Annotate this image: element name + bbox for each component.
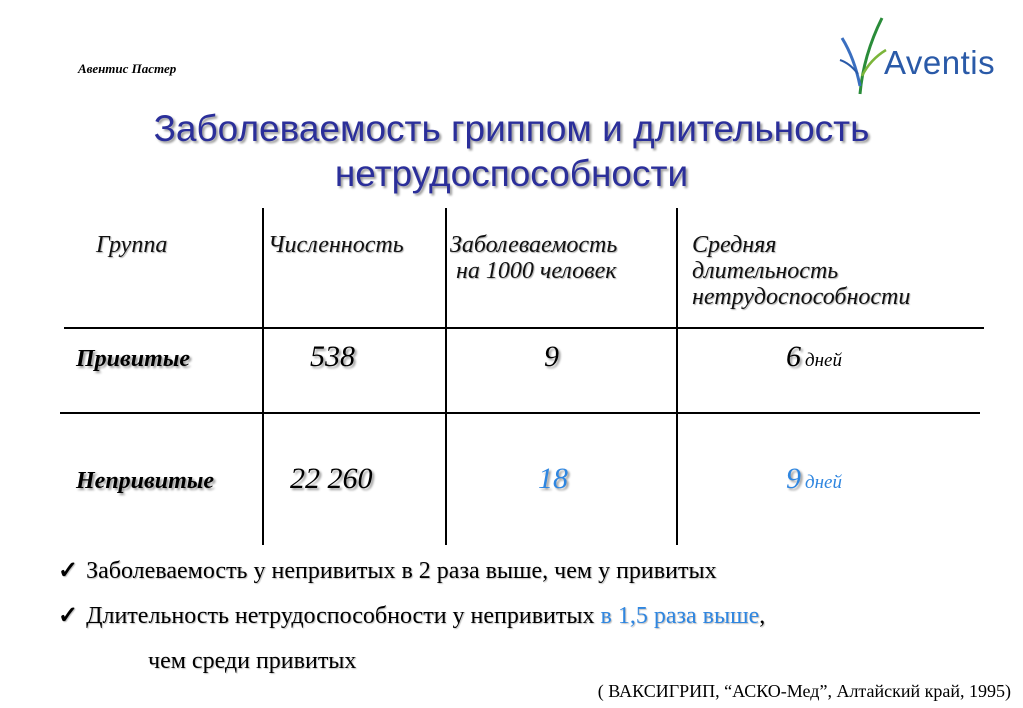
page-title-line2: нетрудоспособности [334, 153, 689, 194]
row-count: 22 260 [290, 462, 373, 495]
row-divider-1 [64, 327, 984, 329]
row-incidence: 9 [544, 340, 559, 373]
row-duration-unit: дней [805, 350, 842, 371]
bullet-1-text: Заболеваемость у непривитых в 2 раза выше, чем у привитых [86, 558, 717, 584]
page-title-line1: Заболеваемость гриппом и длительность [153, 108, 870, 149]
organization-name: Авентис Пастер [78, 61, 177, 76]
source-citation: ( ВАКСИГРИП, “АСКО-Мед”, Алтайский край, 1995) [597, 681, 1011, 701]
bullet-2-continuation: чем среди привитых [148, 648, 357, 674]
bullet-2-highlight: в 1,5 раза выше [600, 603, 760, 629]
row-duration [786, 462, 842, 496]
checkmark-icon: ✓ [58, 603, 79, 629]
bullet-2 [58, 601, 765, 630]
row-duration-value: 6 [786, 340, 801, 373]
logo-text: Aventis [884, 44, 996, 81]
row-group-label: Привитые [76, 346, 191, 372]
bullet-1 [58, 556, 717, 585]
header-incidence [450, 232, 617, 284]
row-duration-value: 9 [786, 462, 801, 495]
header-duration-line3: нетрудоспособности [692, 284, 911, 310]
row-duration [786, 340, 842, 374]
checkmark-icon: ✓ [58, 558, 79, 584]
header-duration [692, 232, 910, 310]
row-incidence: 18 [538, 462, 568, 495]
header-incidence-line1: Заболеваемость [450, 232, 618, 258]
plant-icon [838, 16, 888, 96]
aventis-logo [838, 16, 1003, 96]
row-count: 538 [310, 340, 355, 373]
header-count: Численность [268, 232, 404, 258]
col-divider-2 [445, 208, 447, 545]
header-duration-line2: длительность [692, 258, 839, 284]
header-incidence-line2: на 1000 человек [456, 258, 617, 284]
bullet-2-text: Длительность нетрудоспособности у непривитых [86, 603, 601, 629]
row-duration-unit: дней [805, 472, 842, 493]
bullet-2-comma: , [759, 603, 766, 629]
header-duration-line1: Средняя [692, 232, 777, 258]
col-divider-1 [262, 208, 264, 545]
row-divider-2 [60, 412, 980, 414]
col-divider-3 [676, 208, 678, 545]
header-group: Группа [96, 232, 168, 258]
row-group-label: Непривитые [76, 468, 215, 494]
